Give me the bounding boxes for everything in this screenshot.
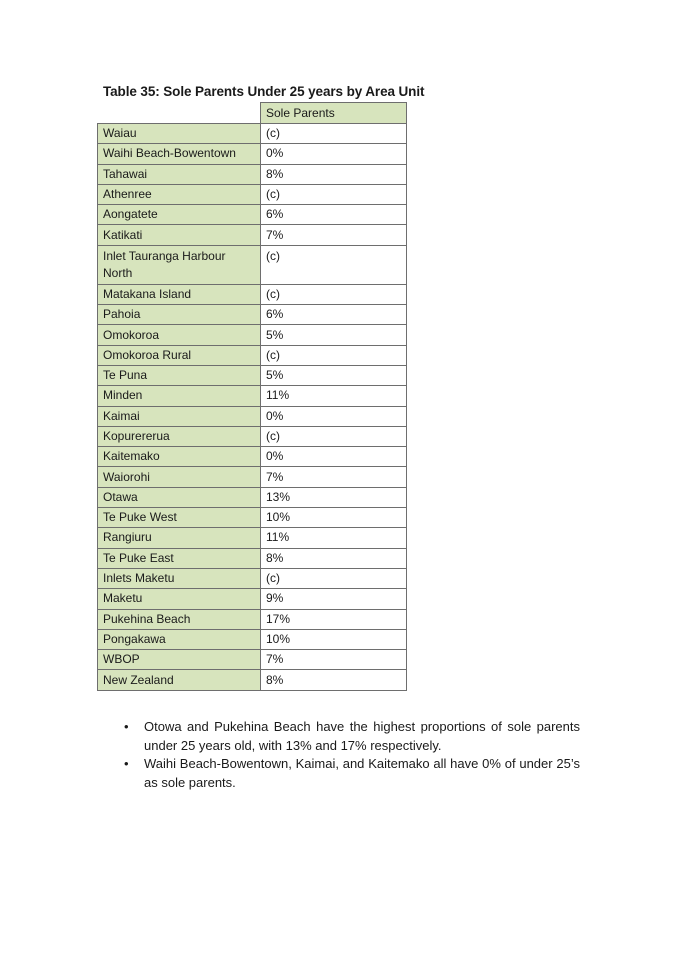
area-cell: Maketu [98, 589, 261, 609]
table-row [98, 325, 407, 345]
value-cell: 5% [261, 365, 407, 385]
table-row [98, 124, 407, 144]
table-row [98, 548, 407, 568]
area-cell: Katikati [98, 225, 261, 245]
value-cell: 8% [261, 164, 407, 184]
value-cell: 13% [261, 487, 407, 507]
value-cell: 7% [261, 467, 407, 487]
table-row [98, 650, 407, 670]
value-cell: 17% [261, 609, 407, 629]
value-cell: 0% [261, 447, 407, 467]
table-row [98, 205, 407, 225]
value-cell: 10% [261, 508, 407, 528]
list-item [124, 718, 580, 755]
area-cell: Omokoroa Rural [98, 345, 261, 365]
table-row [98, 609, 407, 629]
value-cell: (c) [261, 426, 407, 446]
value-cell: 8% [261, 548, 407, 568]
area-cell: Pahoia [98, 305, 261, 325]
area-cell: WBOP [98, 650, 261, 670]
table-header-row [98, 103, 407, 124]
area-cell: Kopurererua [98, 426, 261, 446]
area-cell: New Zealand [98, 670, 261, 690]
value-cell: (c) [261, 124, 407, 144]
table-row [98, 406, 407, 426]
bullet-text: Otowa and Pukehina Beach have the highest proportions of sole parents under 25 years old, with 13% and 17% respectively. [144, 719, 580, 753]
area-cell: Matakana Island [98, 284, 261, 304]
value-cell: (c) [261, 184, 407, 204]
table-row [98, 284, 407, 304]
value-cell: 0% [261, 144, 407, 164]
table-row [98, 487, 407, 507]
area-cell: Waiau [98, 124, 261, 144]
area-cell: Te Puke West [98, 508, 261, 528]
value-cell: 10% [261, 629, 407, 649]
table-row [98, 426, 407, 446]
area-cell: Pongakawa [98, 629, 261, 649]
area-cell: Omokoroa [98, 325, 261, 345]
area-cell: Waihi Beach-Bowentown [98, 144, 261, 164]
area-cell: Kaimai [98, 406, 261, 426]
value-cell: (c) [261, 345, 407, 365]
value-cell: (c) [261, 568, 407, 588]
value-cell: 9% [261, 589, 407, 609]
value-cell: 11% [261, 386, 407, 406]
summary-bullet-list [124, 718, 580, 792]
table-row [98, 305, 407, 325]
value-cell: 7% [261, 650, 407, 670]
table-row [98, 386, 407, 406]
table-row [98, 467, 407, 487]
table-row [98, 164, 407, 184]
area-cell: Pukehina Beach [98, 609, 261, 629]
table-body [98, 124, 407, 691]
table-row [98, 345, 407, 365]
table-row [98, 629, 407, 649]
area-cell: Rangiuru [98, 528, 261, 548]
area-cell: Te Puna [98, 365, 261, 385]
bullet-text: Waihi Beach-Bowentown, Kaimai, and Kaitemako all have 0% of under 25’s as sole parents. [144, 756, 580, 790]
value-cell: 5% [261, 325, 407, 345]
area-cell: Aongatete [98, 205, 261, 225]
bullet-dot-icon: • [124, 719, 129, 734]
list-item [124, 755, 580, 792]
table-row [98, 245, 407, 284]
value-cell: 8% [261, 670, 407, 690]
value-cell: 6% [261, 205, 407, 225]
value-cell: 11% [261, 528, 407, 548]
table-row [98, 528, 407, 548]
area-cell: Athenree [98, 184, 261, 204]
table-row [98, 508, 407, 528]
value-cell: (c) [261, 245, 407, 284]
area-cell: Otawa [98, 487, 261, 507]
area-cell: Waiorohi [98, 467, 261, 487]
column-header-sole-parents: Sole Parents [261, 103, 407, 124]
table-row [98, 184, 407, 204]
table-row [98, 568, 407, 588]
table-row [98, 589, 407, 609]
sole-parents-table [97, 102, 407, 691]
area-cell: Inlet Tauranga Harbour North [98, 245, 261, 284]
table-row [98, 225, 407, 245]
area-cell: Tahawai [98, 164, 261, 184]
table-row [98, 447, 407, 467]
table-row [98, 144, 407, 164]
value-cell: (c) [261, 284, 407, 304]
value-cell: 0% [261, 406, 407, 426]
table-title: Table 35: Sole Parents Under 25 years by Area Unit [103, 84, 425, 99]
bullet-dot-icon: • [124, 756, 129, 771]
table-row [98, 365, 407, 385]
value-cell: 7% [261, 225, 407, 245]
area-cell: Kaitemako [98, 447, 261, 467]
area-cell: Minden [98, 386, 261, 406]
area-cell: Inlets Maketu [98, 568, 261, 588]
area-cell: Te Puke East [98, 548, 261, 568]
header-corner-cell [98, 103, 261, 124]
table-row [98, 670, 407, 690]
value-cell: 6% [261, 305, 407, 325]
